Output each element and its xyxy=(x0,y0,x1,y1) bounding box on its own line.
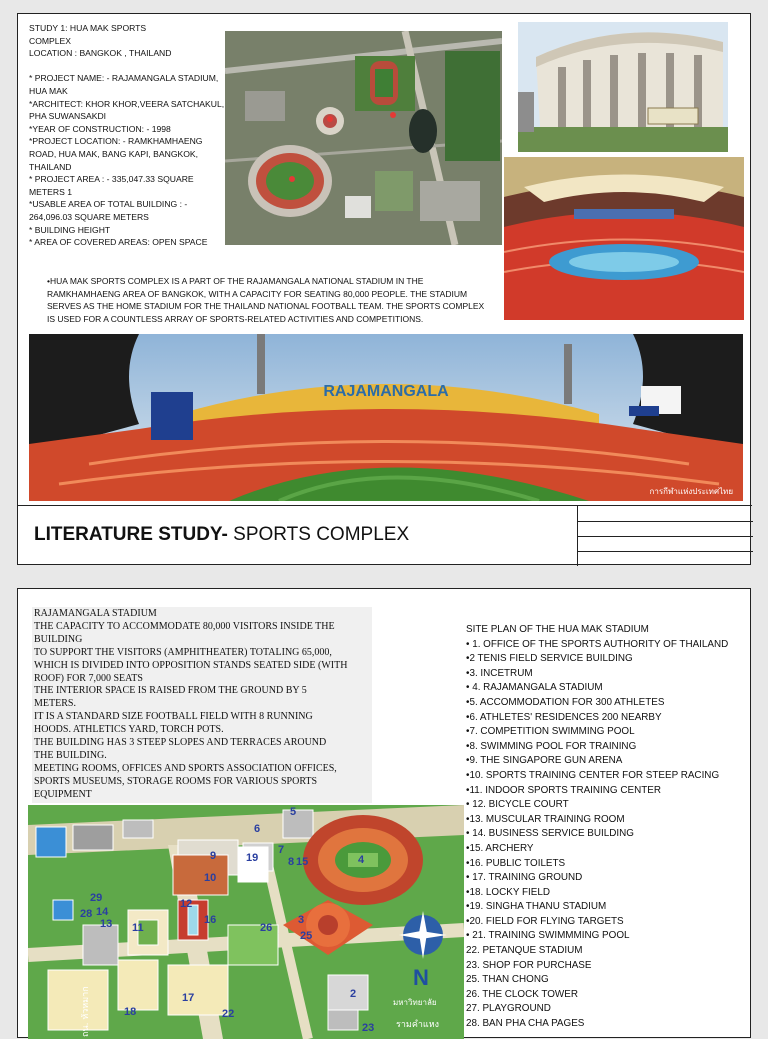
project-info-line: HUA MAK xyxy=(29,85,68,96)
project-info-line: *USABLE AREA OF TOTAL BUILDING : - xyxy=(29,199,188,210)
satellite-map-graphic xyxy=(225,31,502,245)
project-info-line: PHA SUWANSAKDI xyxy=(29,111,107,122)
stadium-facade-photo xyxy=(518,22,728,152)
site-plan-item: 26. THE CLOCK TOWER xyxy=(466,988,578,1000)
map-number-label: 3 xyxy=(298,914,305,926)
project-info xyxy=(29,22,229,249)
project-info-line: * PROJECT AREA : - 335,047.33 SQUARE xyxy=(29,174,194,185)
site-plan-legend xyxy=(466,623,728,1032)
project-info-line xyxy=(29,60,229,73)
stadium-details xyxy=(32,607,372,803)
site-plan-item: •11. INDOOR SPORTS TRAINING CENTER xyxy=(466,784,661,796)
map-number-label: 29 xyxy=(90,892,103,904)
page-title xyxy=(34,524,409,546)
map-number-label: 5 xyxy=(290,806,297,818)
panorama-credit-text: การกีฬาแห่งประเทศไทย xyxy=(649,487,733,496)
project-info-line: *YEAR OF CONSTRUCTION: - 1998 xyxy=(29,123,171,134)
site-plan-item: 22. PETANQUE STADIUM xyxy=(466,945,583,957)
stadium-detail-line: WHICH IS DIVIDED INTO OPPOSITION STANDS SEATED SIDE (WITH xyxy=(34,659,348,671)
stadium-facade-graphic xyxy=(518,22,728,152)
map-number-label: 8 xyxy=(288,856,295,868)
stadium-detail-line: SPORTS MUSEUMS, STORAGE ROOMS FOR VARIOUS SPORTS xyxy=(34,775,318,787)
site-plan-item: •9. THE SINGAPORE GUN ARENA xyxy=(466,755,623,767)
map-number-label: 22 xyxy=(222,1008,235,1020)
site-plan-title: SITE PLAN OF THE HUA MAK STADIUM xyxy=(466,624,649,635)
map-number-label: 2 xyxy=(350,988,357,1000)
site-plan-illustration xyxy=(28,805,464,1039)
site-plan-item: • 17. TRAINING GROUND xyxy=(466,872,583,884)
site-plan-item: •8. SWIMMING POOL FOR TRAINING xyxy=(466,740,637,752)
site-plan-item: •5. ACCOMMODATION FOR 300 ATHLETES xyxy=(466,696,665,708)
site-plan-item: •10. SPORTS TRAINING CENTER FOR STEEP RACING xyxy=(466,769,720,781)
description-line: SERVES AS THE HOME STADIUM FOR THE THAILAND NATIONAL FOOTBALL TEAM. THE SPORTS COMPLEX xyxy=(47,301,485,312)
page-title-bold: LITERATURE STUDY- xyxy=(34,524,228,545)
site-plan-item: •6. ATHLETES' RESIDENCES 200 NEARBY xyxy=(466,711,662,723)
map-number-label: 12 xyxy=(180,898,193,910)
stadium-detail-line: EQUIPMENT xyxy=(34,788,92,800)
site-plan-item: •3. INCETRUM xyxy=(466,667,533,679)
map-number-label: 16 xyxy=(204,914,217,926)
map-number-label: 28 xyxy=(80,908,93,920)
stadium-detail-line: THE CAPACITY TO ACCOMMODATE 80,000 VISITORS INSIDE THE xyxy=(34,620,335,632)
project-info-line: * BUILDING HEIGHT xyxy=(29,224,111,235)
site-plan-item: 27. PLAYGROUND xyxy=(466,1003,551,1015)
description-line: IS USED FOR A COUNTLESS ARRAY OF SPORTS-RELATED ACTIVITIES AND COMPETITIONS. xyxy=(47,313,424,324)
site-plan-item: •2 TENIS FIELD SERVICE BUILDING xyxy=(466,653,633,665)
satellite-map-image xyxy=(225,31,502,245)
title-bar xyxy=(18,505,752,567)
map-number-label: 18 xyxy=(124,1006,137,1018)
project-info-line: *ARCHITECT: KHOR KHOR,VEERA SATCHAKUL, xyxy=(29,98,225,109)
arena-interior-photo xyxy=(504,157,744,320)
arena-interior-graphic xyxy=(504,157,744,320)
panorama-sign-text: RAJAMANGALA xyxy=(323,383,449,400)
stadium-detail-line: THE INTERIOR SPACE IS RAISED FROM THE GROUND BY 5 xyxy=(34,685,307,697)
stadium-detail-line: IT IS A STANDARD SIZE FOOTBALL FIELD WITH 8 RUNNING xyxy=(34,711,313,723)
map-label-ramkhamhaeng: รามคำแหง xyxy=(396,1020,440,1030)
site-plan-item: •13. MUSCULAR TRAINING ROOM xyxy=(466,813,625,825)
site-plan-item: 28. BAN PHA CHA PAGES xyxy=(466,1018,585,1030)
map-label-road: ถน. หัวหมาก xyxy=(81,986,91,1037)
project-info-line: COMPLEX xyxy=(29,35,72,46)
page-title-rest: SPORTS COMPLEX xyxy=(227,524,410,545)
title-block-grid xyxy=(577,506,753,566)
map-number-label: 7 xyxy=(278,844,285,856)
map-number-label: 17 xyxy=(182,992,195,1004)
stadium-detail-line: HOODS. ATHLETICS YARD, TORCH POTS. xyxy=(34,724,224,736)
page-two xyxy=(17,588,751,1038)
site-plan-item: 23. SHOP FOR PURCHASE xyxy=(466,959,592,971)
site-plan-item: •18. LOCKY FIELD xyxy=(466,886,550,898)
map-number-label: 19 xyxy=(246,852,259,864)
project-info-line: THAILAND xyxy=(29,161,72,172)
site-plan-item: • 14. BUSINESS SERVICE BUILDING xyxy=(466,828,634,840)
map-number-label: 14 xyxy=(96,906,109,918)
site-plan-item: 25. THAN CHONG xyxy=(466,974,549,986)
stadium-detail-line: RAJAMANGALA STADIUM xyxy=(34,608,157,619)
site-plan-item: •19. SINGHA THANU STADIUM xyxy=(466,901,607,913)
site-plan-list xyxy=(466,638,728,1032)
site-plan-item: • 4. RAJAMANGALA STADIUM xyxy=(466,682,603,694)
project-info-line: METERS 1 xyxy=(29,186,72,197)
site-plan-item: • 21. TRAINING SWIMMMING POOL xyxy=(466,930,630,942)
stadium-detail-line: THE BUILDING HAS 3 STEEP SLOPES AND TERRACES AROUND xyxy=(34,737,327,749)
stadium-panorama-photo xyxy=(29,334,743,501)
site-plan-item: •20. FIELD FOR FLYING TARGETS xyxy=(466,915,624,927)
project-info-line: LOCATION : BANGKOK , THAILAND xyxy=(29,48,172,59)
project-info-line: *PROJECT LOCATION: - RAMKHAMHAENG xyxy=(29,136,203,147)
site-plan-graphic xyxy=(28,805,464,1039)
site-plan-item: • 12. BICYCLE COURT xyxy=(466,799,569,811)
map-number-label: 4 xyxy=(358,854,365,866)
stadium-detail-line: BUILDING xyxy=(34,633,83,645)
complex-description xyxy=(47,275,522,325)
description-line: RAMKHAMHAENG AREA OF BANGKOK, WITH A CAPACITY FOR SEATING 80,000 PEOPLE. THE STADIUM xyxy=(47,288,468,299)
map-number-label: 9 xyxy=(210,850,217,862)
stadium-detail-line: MEETING ROOMS, OFFICES AND SPORTS ASSOCIATION OFFICES, xyxy=(34,762,337,774)
map-label-university: มหาวิทยาลัย xyxy=(393,998,437,1007)
project-info-line: 264,096.03 SQUARE METERS xyxy=(29,211,149,222)
project-info-line: * AREA OF COVERED AREAS: OPEN SPACE xyxy=(29,237,208,248)
site-plan-item: • 1. OFFICE OF THE SPORTS AUTHORITY OF THAILAND xyxy=(466,638,729,650)
map-number-label: 11 xyxy=(132,922,144,934)
stadium-detail-line: ROOF) FOR 7,000 SEATS xyxy=(34,672,143,684)
project-info-line: STUDY 1: HUA MAK SPORTS xyxy=(29,23,147,33)
map-number-label: 26 xyxy=(260,922,273,934)
map-number-label: 13 xyxy=(100,918,113,930)
map-number-label: 15 xyxy=(296,856,309,868)
map-number-label: 6 xyxy=(254,823,261,835)
map-number-label: 10 xyxy=(204,872,217,884)
map-number-label: 23 xyxy=(362,1022,375,1034)
stadium-detail-line: METERS. xyxy=(34,698,76,710)
site-plan-item: •7. COMPETITION SWIMMING POOL xyxy=(466,726,635,738)
description-line: •HUA MAK SPORTS COMPLEX IS A PART OF THE RAJAMANGALA NATIONAL STADIUM IN THE xyxy=(47,276,424,286)
site-plan-item: •15. ARCHERY xyxy=(466,842,534,854)
map-number-label: 25 xyxy=(300,930,313,942)
page-one xyxy=(17,13,751,565)
project-info-line: * PROJECT NAME: - RAJAMANGALA STADIUM, xyxy=(29,73,219,84)
stadium-panorama-graphic xyxy=(29,334,743,501)
compass-n-label: N xyxy=(413,965,429,990)
site-plan-item: •16. PUBLIC TOILETS xyxy=(466,857,566,869)
stadium-detail-line: TO SUPPORT THE VISITORS (AMPHITHEATER) TOTALING 65,000, xyxy=(34,646,332,658)
stadium-detail-line: THE BUILDING. xyxy=(34,749,107,761)
project-info-line: ROAD, HUA MAK, BANG KAPI, BANGKOK, xyxy=(29,148,199,159)
